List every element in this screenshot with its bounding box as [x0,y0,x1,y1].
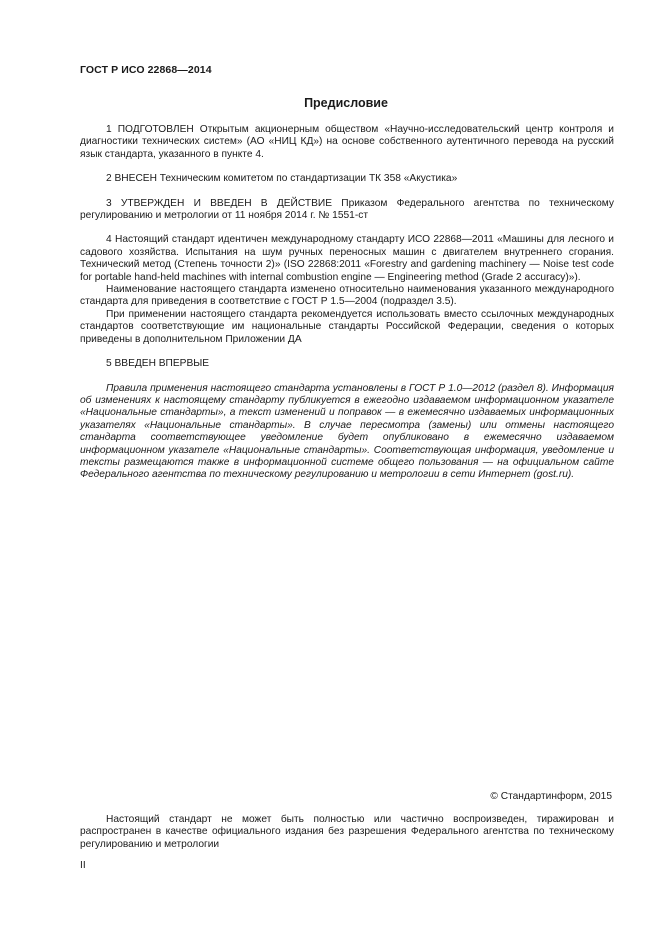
paragraph-first-introduced: 5 ВВЕДЕН ВПЕРВЫЕ [106,358,210,370]
paragraph-name-changed: Наименование настоящего стандарта изменено относительно наименования указанного международного стандарта для приведения в соответствие с ГОСТ Р 1.5—2004 (подраздел 3.5). [80,284,614,308]
paragraph-introduced: 2 ВНЕСЕН Техническим комитетом по стандартизации ТК 358 «Акустика» [106,173,458,185]
paragraph-prepared: 1 ПОДГОТОВЛЕН Открытым акционерным обществом «Научно-исследовательский центр контроля и диагностики технических систем» (АО «НИЦ КД») на основе собственного аутентичного перевода на русский язык стандарта, указанного в пункте 4. [80,124,614,160]
paragraph-rules: Правила применения настоящего стандарта установлены в ГОСТ Р 1.0—2012 (раздел 8). Информация об изменениях к настоящему стандарту публикуется в ежегодно издаваемом информационном указателе «Национальные стандарты», а текст изменений и поправок — в ежемесячно издаваемых информационных указателях «Национальные стандарты». В случае пересмотра (замены) или отмены настоящего стандарта соответствующее уведомление будет опубликовано в ежемесячно издаваемом информационном указателе «Национальные стандарты». Соответствующая информация, уведомление и тексты размещаются также в информационной системе общего пользования — на официальном сайте Федерального агентства по техническому регулированию и метрологии в сети Интернет (gost.ru). [80,382,614,481]
section-title: Предисловие [304,96,388,110]
copyright: © Стандартинформ, 2015 [490,791,612,802]
standard-code: ГОСТ Р ИСО 22868—2014 [80,64,212,76]
copyright-notice: Настоящий стандарт не может быть полностью или частично воспроизведен, тиражирован и распространен в качестве официального издания без разрешения Федерального агентства по техническому регулированию и метрологии [80,814,614,850]
paragraph-references: При применении настоящего стандарта рекомендуется использовать вместо ссылочных международных стандартов соответствующие им национальные стандарты Российской Федерации, сведения о которых приведены в дополнительном Приложении ДА [80,308,614,345]
paragraph-identical: 4 Настоящий стандарт идентичен международному стандарту ИСО 22868—2011 «Машины для лесного и садового хозяйства. Испытания на шум ручных переносных машин с двигателем внутреннего сгорания. Технический метод (Степень точности 2)» (ISO 22868:2011 «Forestry and gardening machinery — Noise test code for portable hand-held machines with internal combustion engine — Engineering method (Grade 2 accuracy)»). [80,234,614,283]
paragraph-approved: 3 УТВЕРЖДЕН И ВВЕДЕН В ДЕЙСТВИЕ Приказом Федерального агентства по техническому регулированию и метрологии от 11 ноября 2014 г. № 1551-ст [80,197,614,222]
foreword-body [80,124,614,482]
page-number: II [80,860,86,871]
